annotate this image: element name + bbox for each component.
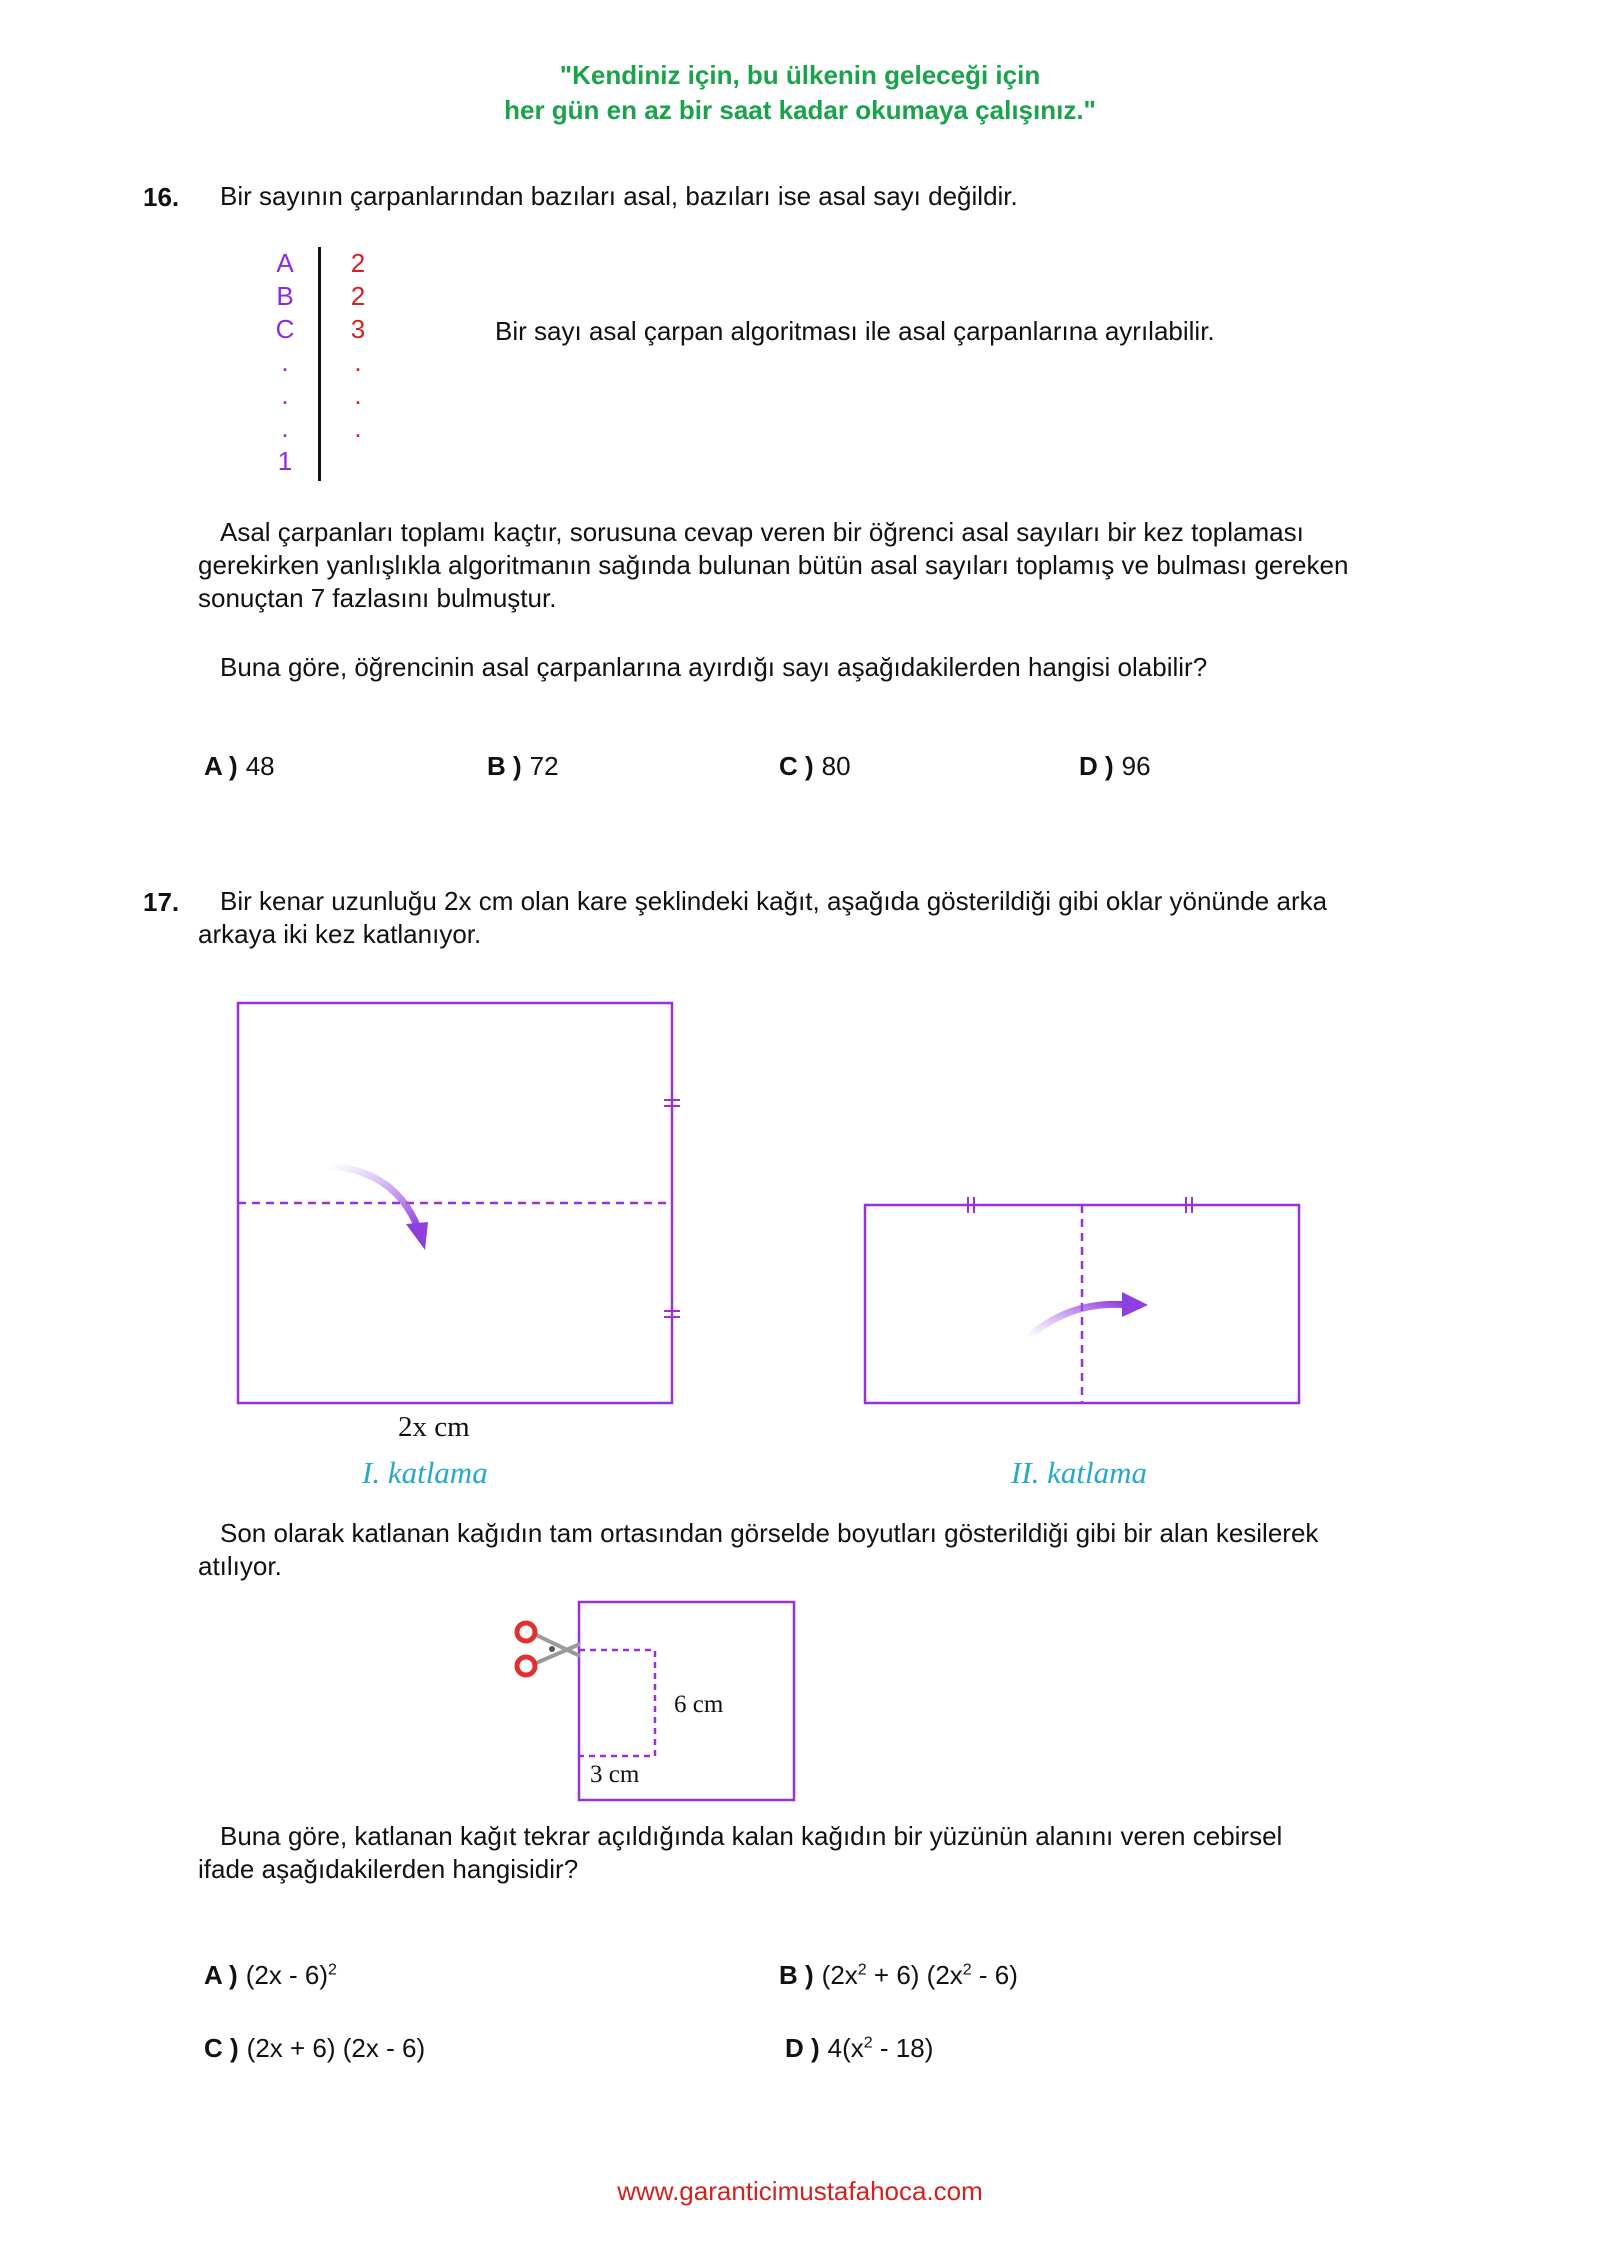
curved-arrow-icon xyxy=(1028,1292,1148,1338)
cut-diagram xyxy=(517,1602,794,1800)
option-value: 80 xyxy=(821,751,851,781)
question-17-intro-line: arkaya iki kez katlanıyor. xyxy=(198,919,482,949)
option-label: A ) xyxy=(204,1960,238,1990)
algorithm-left-item: . xyxy=(281,347,289,377)
header-quote-line1: "Kendiniz için, bu ülkenin geleceği için xyxy=(559,60,1041,90)
algorithm-left-item: B xyxy=(276,281,294,311)
algorithm-left-item: . xyxy=(281,380,289,410)
footer-url[interactable]: www.garanticimustafahoca.com xyxy=(617,2176,983,2206)
algorithm-left-item: 1 xyxy=(277,446,293,476)
fold-1-square xyxy=(238,1003,680,1403)
question-16-intro: Bir sayının çarpanlarından bazıları asal, bazıları ise asal sayı değildir. xyxy=(220,181,1018,211)
option-value: 72 xyxy=(529,751,559,781)
cut-height-label: 6 cm xyxy=(674,1691,724,1718)
algorithm-right-item: 2 xyxy=(350,248,366,278)
cut-outline xyxy=(579,1650,655,1756)
algorithm-left-item: C xyxy=(275,314,295,344)
figure-1-dimension-label: 2x cm xyxy=(398,1411,470,1443)
algorithm-right-item: . xyxy=(354,413,362,443)
cut-width-label: 3 cm xyxy=(590,1761,640,1788)
algorithm-left-item: . xyxy=(281,413,289,443)
scissors-icon xyxy=(517,1623,580,1675)
algorithm-right-item: 3 xyxy=(350,314,366,344)
option-label: A ) xyxy=(204,751,238,781)
option-label: B ) xyxy=(487,751,522,781)
option-b[interactable] xyxy=(779,1960,1018,1991)
algorithm-right-item: . xyxy=(354,347,362,377)
question-17-prompt-line: Buna göre, katlanan kağıt tekrar açıldığında kalan kağıdın bir yüzünün alanını veren cebirsel xyxy=(220,1821,1283,1851)
option-value: 48 xyxy=(245,751,275,781)
option-c[interactable] xyxy=(204,2033,425,2064)
option-label: D ) xyxy=(1079,751,1114,781)
question-16-paragraph-line: Asal çarpanları toplamı kaçtır, sorusuna cevap veren bir öğrenci asal sayıları bir kez toplaması xyxy=(220,517,1304,547)
question-16-number: 16. xyxy=(143,182,180,212)
figure-1-caption: I. katlama xyxy=(362,1455,488,1490)
header-quote-line2: her gün en az bir saat kadar okumaya çalışınız." xyxy=(504,95,1096,125)
option-a[interactable] xyxy=(204,1960,337,1991)
option-label: B ) xyxy=(779,1960,814,1990)
option-value: (2x - 6)$^2$ xyxy=(245,1960,337,1990)
question-16-paragraph-line: sonuçtan 7 fazlasını bulmuştur. xyxy=(198,583,557,613)
option-value: (2x + 6) (2x - 6) xyxy=(246,2033,426,2063)
question-17-intro-line: Bir kenar uzunluğu 2x cm olan kare şeklindeki kağıt, aşağıda gösterildiği gibi oklar yönünde arka xyxy=(220,886,1328,916)
option-label: D ) xyxy=(785,2033,820,2063)
fold-2-rectangle xyxy=(865,1197,1299,1403)
question-17-number: 17. xyxy=(143,887,180,917)
cut-description-line: Son olarak katlanan kağıdın tam ortasından görselde boyutları gösterildiği gibi bir alan kesilerek xyxy=(220,1518,1319,1548)
algorithm-note: Bir sayı asal çarpan algoritması ile asal çarpanlarına ayrılabilir. xyxy=(495,316,1215,346)
algorithm-left-item: A xyxy=(276,248,294,278)
option-d[interactable] xyxy=(785,2033,933,2064)
option-label: C ) xyxy=(204,2033,239,2063)
curved-arrow-icon xyxy=(328,1166,428,1250)
figure-2-caption: II. katlama xyxy=(1011,1455,1148,1490)
algorithm-right-item: 2 xyxy=(350,281,366,311)
option-value: $4(x^2 - 18)$ xyxy=(827,2033,934,2063)
question-16-paragraph-line: gerekirken yanlışlıkla algoritmanın sağında bulunan bütün asal sayıları toplamış ve bulması gereken xyxy=(198,550,1349,580)
option-value: $(2x^2 + 6)$ $(2x^2 - 6)$ xyxy=(821,1960,1018,1990)
question-17-prompt-line: ifade aşağıdakilerden hangisidir? xyxy=(198,1854,579,1884)
algorithm-right-item: . xyxy=(354,380,362,410)
cut-description-line: atılıyor. xyxy=(198,1551,282,1581)
question-16-prompt: Buna göre, öğrencinin asal çarpanlarına ayırdığı sayı aşağıdakilerden hangisi olabilir? xyxy=(220,652,1208,682)
option-value: 96 xyxy=(1121,751,1151,781)
option-label: C ) xyxy=(779,751,814,781)
